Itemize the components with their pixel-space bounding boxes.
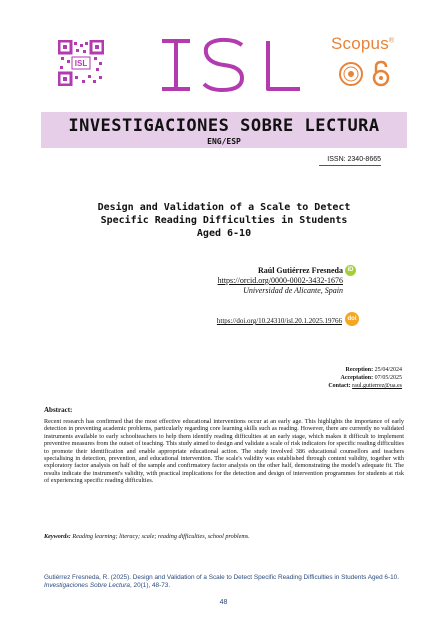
journal-language: ENG/ESP (207, 137, 241, 146)
citation-prefix: Gutiérrez Fresneda, R. (2025). Design and Validation of a Scale to Detect Specific Reading Difficulties in Students Aged 6-10. (44, 574, 399, 581)
contact-label: Contact: (328, 383, 351, 389)
keywords-label: Keywords: (44, 533, 71, 540)
scopus-registered-mark: ® (388, 37, 395, 45)
doi-link[interactable]: https://doi.org/10.24310/isl.20.1.2025.19766 (216, 317, 342, 325)
author-institution: Universidad de Alicante, Spain (243, 286, 343, 295)
citation-suffix: , 20(1), 48-73. (129, 582, 171, 589)
abstract-text: Recent research has confirmed that the most effective educational interventions occur at an early age. This highlights the importance of early detection in preventing academic problems, particularly regarding core learning skills such as reading. However, there are currently no validated instruments available to early schoolteachers to help them identify reading difficulties at an early stage, which makes it difficult to implement preventive measures from the outset of teaching. This study aimed to design and validate a scale of risk indicators for specific reading difficulties to promote their identification and enable appropriate educational action. The study involved 386 educational counsellors and teachers specialising in detection, prevention, and educational intervention. The scale's validity was established through content validity, together with exploratory factor analysis on half of the sample and confirmatory factor analysis on the other half, demonstrating the model's adequate fit. The results indicate the instrument's validity, with practical implications for the detection and design of intervention programmes for students at risk of experiencing specific reading difficulties. (44, 418, 404, 485)
open-access-badges (339, 60, 395, 88)
article-title-line: Aged 6-10 (196, 228, 252, 239)
journal-logo (156, 35, 306, 95)
acceptation-label: Acceptation: (340, 375, 374, 381)
page-number: 48 (219, 599, 228, 606)
article-dates (328, 366, 402, 390)
author-name: Raúl Gutiérrez Fresneda (257, 266, 343, 275)
creative-commons-icon (340, 63, 362, 85)
contact-email[interactable]: raul.gutierrez@ua.es (352, 383, 402, 389)
issn: ISSN: 2340-8665 (327, 156, 381, 163)
qr-logo-text: ISL (74, 59, 88, 68)
acceptation-date: 07/05/2025 (374, 375, 402, 381)
journal-name: INVESTIGACIONES SOBRE LECTURA (68, 116, 380, 136)
qr-code-logo (58, 40, 104, 86)
open-access-lock-icon (374, 62, 388, 85)
scopus-logo (331, 34, 394, 54)
article-title (64, 201, 384, 240)
article-title-line: Specific Reading Difficulties in Students (100, 215, 348, 226)
reception-date: 25/04/2024 (374, 367, 402, 373)
scopus-label: Scopus (331, 34, 389, 53)
article-title-line: Design and Validation of a Scale to Detect (97, 202, 351, 213)
keywords-text: Reading learning; literacy; scale; reading difficulties, school problems. (72, 533, 250, 540)
citation-journal: Investigaciones Sobre Lectura (44, 582, 130, 589)
author-block (218, 266, 343, 296)
main-logo-text: ISL (230, 75, 232, 76)
issn-underline (319, 165, 381, 166)
reception-label: Reception: (345, 367, 374, 373)
orcid-icon[interactable]: iD (345, 265, 356, 276)
citation (44, 574, 404, 590)
orcid-link[interactable]: https://orcid.org/0000-0002-3432-1676 (217, 276, 343, 285)
keywords (44, 533, 404, 540)
abstract-heading: Abstract: (44, 406, 73, 414)
doi-icon[interactable]: doi (345, 312, 359, 326)
